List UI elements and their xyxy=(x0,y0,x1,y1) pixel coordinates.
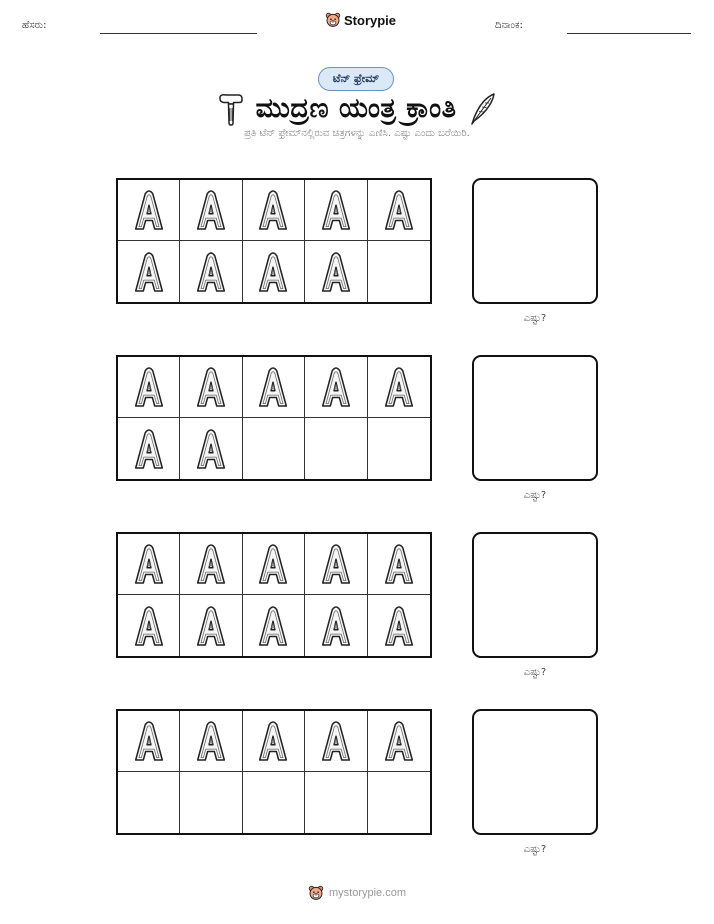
name-label: ಹೆಸರು: xyxy=(22,20,47,31)
ten-frame-cell xyxy=(118,180,180,241)
letter-a-block-icon xyxy=(192,605,230,647)
ten-frame-cell xyxy=(368,180,430,241)
ten-frame-cell xyxy=(118,595,180,656)
letter-a-block-icon xyxy=(192,189,230,231)
ten-frame-cell xyxy=(305,357,367,418)
letter-a-block-icon xyxy=(192,428,230,470)
letter-a-block-icon xyxy=(254,605,292,647)
letter-a-block-icon xyxy=(254,366,292,408)
ten-frame-cell xyxy=(368,534,430,595)
letter-a-block-icon xyxy=(254,251,292,293)
ten-frame-cell xyxy=(243,241,305,302)
letter-a-block-icon xyxy=(317,605,355,647)
letter-a-block-icon xyxy=(192,251,230,293)
ten-frame-cell xyxy=(118,241,180,302)
ten-frame-cell xyxy=(305,595,367,656)
how-many-label: ಎಷ್ಟು? xyxy=(523,490,547,501)
footer-url: mystorypie.com xyxy=(328,887,407,899)
ten-frame-cell xyxy=(180,180,242,241)
quill-feather-icon xyxy=(468,92,496,126)
letter-a-block-icon xyxy=(317,366,355,408)
ten-frame-cell xyxy=(243,418,305,479)
letter-a-block-icon xyxy=(130,605,168,647)
ten-frame-cell xyxy=(180,595,242,656)
ten-frame-cell xyxy=(243,711,305,772)
hammer-icon xyxy=(218,92,244,126)
footer xyxy=(0,885,714,901)
ten-frame-cell xyxy=(118,357,180,418)
how-many-label: ಎಷ್ಟು? xyxy=(523,844,547,855)
bear-mascot-icon xyxy=(308,885,324,901)
date-label: ದಿನಾಂಕ: xyxy=(495,20,523,31)
date-line[interactable] xyxy=(567,33,691,34)
ten-frame-cell xyxy=(180,711,242,772)
ten-frame-cell xyxy=(305,241,367,302)
answer-box[interactable] xyxy=(472,709,598,835)
letter-a-block-icon xyxy=(130,720,168,762)
ten-frame-cell xyxy=(243,357,305,418)
ten-frame-cell xyxy=(305,534,367,595)
ten-frame-cell xyxy=(180,418,242,479)
ten-frame xyxy=(116,178,432,304)
brand-logo xyxy=(325,12,396,28)
ten-frame-cell xyxy=(243,180,305,241)
letter-a-block-icon xyxy=(192,720,230,762)
letter-a-block-icon xyxy=(380,543,418,585)
letter-a-block-icon xyxy=(317,543,355,585)
letter-a-block-icon xyxy=(130,366,168,408)
letter-a-block-icon xyxy=(317,720,355,762)
letter-a-block-icon xyxy=(317,251,355,293)
name-line[interactable] xyxy=(100,33,257,34)
ten-frame-cell xyxy=(180,534,242,595)
letter-a-block-icon xyxy=(380,366,418,408)
brand-name: Storypie xyxy=(344,12,397,28)
ten-frame-cell xyxy=(118,772,180,833)
letter-a-block-icon xyxy=(130,428,168,470)
ten-frame-cell xyxy=(305,418,367,479)
ten-frame-cell xyxy=(180,772,242,833)
ten-frame-cell xyxy=(118,534,180,595)
letter-a-block-icon xyxy=(130,251,168,293)
ten-frame-cell xyxy=(305,772,367,833)
how-many-label: ಎಷ್ಟು? xyxy=(523,667,547,678)
worksheet-title: ಮುದ್ರಣ ಯಂತ್ರ ಕ್ರಾಂತಿ xyxy=(255,93,457,124)
letter-a-block-icon xyxy=(317,189,355,231)
ten-frame-cell xyxy=(180,357,242,418)
letter-a-block-icon xyxy=(380,605,418,647)
bear-mascot-icon xyxy=(325,12,341,28)
ten-frame-cell xyxy=(180,241,242,302)
title-row xyxy=(0,89,714,129)
letter-a-block-icon xyxy=(254,189,292,231)
how-many-label: ಎಷ್ಟು? xyxy=(523,313,547,324)
ten-frame xyxy=(116,532,432,658)
ten-frame-cell xyxy=(243,772,305,833)
answer-box[interactable] xyxy=(472,532,598,658)
ten-frame-cell xyxy=(368,772,430,833)
ten-frame xyxy=(116,709,432,835)
ten-frame-cell xyxy=(305,711,367,772)
letter-a-block-icon xyxy=(380,189,418,231)
ten-frame-cell xyxy=(368,418,430,479)
letter-a-block-icon xyxy=(192,366,230,408)
ten-frame-cell xyxy=(305,180,367,241)
letter-a-block-icon xyxy=(130,543,168,585)
letter-a-block-icon xyxy=(254,720,292,762)
ten-frame xyxy=(116,355,432,481)
ten-frame-cell xyxy=(118,711,180,772)
answer-box[interactable] xyxy=(472,355,598,481)
ten-frame-cell xyxy=(368,357,430,418)
ten-frame-cell xyxy=(243,595,305,656)
letter-a-block-icon xyxy=(254,543,292,585)
ten-frame-cell xyxy=(368,595,430,656)
letter-a-block-icon xyxy=(380,720,418,762)
ten-frame-cell xyxy=(118,418,180,479)
ten-frame-cell xyxy=(368,711,430,772)
instructions: ಪ್ರತಿ ಟೆನ್ ಫ್ರೇಮ್‌ನಲ್ಲಿರುವ ಚಿತ್ರಗಳನ್ನು ಎಣಿಸಿ. ಎಷ್ಟು ಎಂದು ಬರೆಯಿರಿ. xyxy=(244,128,470,139)
answer-box[interactable] xyxy=(472,178,598,304)
letter-a-block-icon xyxy=(130,189,168,231)
letter-a-block-icon xyxy=(192,543,230,585)
ten-frame-cell xyxy=(368,241,430,302)
ten-frame-cell xyxy=(243,534,305,595)
worksheet-type-badge: ಟೆನ್ ಫ್ರೇಮ್ xyxy=(318,67,394,91)
